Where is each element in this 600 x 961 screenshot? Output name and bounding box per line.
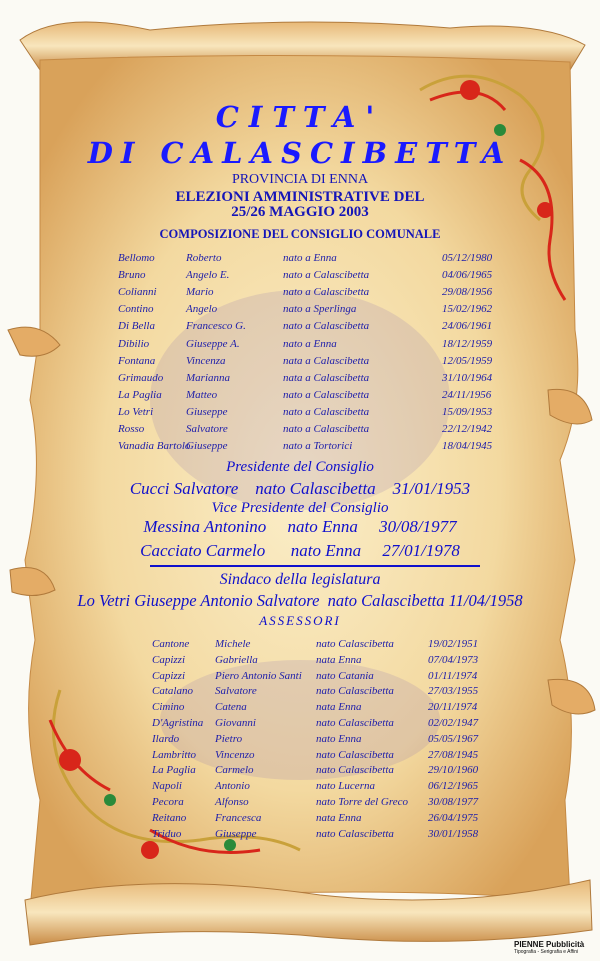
row-birthplace: nato a Calascibetta (283, 405, 370, 418)
row-date: 15/02/1962 (442, 303, 493, 316)
row-name: Carmelo (215, 764, 254, 777)
row-name: Giuseppe (215, 827, 257, 840)
row-name: Angelo E. (186, 269, 230, 282)
row-surname: Dibilio (118, 337, 150, 350)
row-name: Giuseppe (186, 405, 228, 418)
row-birthplace: nato Calascibetta (316, 638, 394, 650)
council-row (0, 286, 600, 303)
row-birthplace: nata Enna (316, 811, 362, 824)
council-row (0, 406, 600, 423)
row-birthplace: nato a Calascibetta (283, 269, 370, 282)
row-birthplace: nato a Sperlinga (283, 303, 357, 316)
row-birthplace: nata Enna (316, 653, 362, 666)
row-date: 31/10/1964 (442, 371, 493, 384)
row-birthplace: nato Lucerna (316, 780, 375, 793)
row-date: 26/04/1975 (428, 811, 479, 824)
row-birthplace: nato a Calascibetta (283, 320, 370, 333)
row-birthplace: nato Calascibetta (316, 748, 394, 761)
row-name: Piero Antonio Santi (215, 669, 302, 682)
row-date: 05/12/1980 (442, 252, 493, 264)
row-name: Catena (215, 701, 247, 714)
row-surname: Fontana (118, 354, 156, 367)
row-surname: D'Agristina (152, 717, 204, 729)
row-date: 22/12/1942 (442, 423, 493, 435)
title-line-1: CITTA' (215, 100, 385, 134)
row-name: Francesca (215, 811, 262, 824)
assessor-row (0, 780, 600, 797)
row-surname: Pecora (152, 796, 184, 808)
row-date: 02/02/1947 (428, 717, 479, 729)
elections-heading (0, 190, 600, 220)
row-birthplace: nata Enna (316, 701, 362, 714)
assessor-row (0, 812, 600, 829)
row-surname: Bruno (118, 269, 146, 282)
council-row (0, 423, 600, 440)
row-date: 27/03/1955 (428, 685, 479, 698)
row-name: Roberto (186, 252, 222, 264)
row-surname: Rosso (118, 423, 145, 435)
row-surname: Capizzi (152, 669, 186, 682)
row-date: 18/12/1959 (442, 337, 493, 350)
elections-line-2: 25/26 MAGGIO 2003 (231, 204, 369, 220)
row-surname: Colianni (118, 286, 157, 299)
council-row (0, 355, 600, 372)
row-name: Vincenzo (215, 748, 255, 761)
row-name: Giuseppe A. (186, 337, 240, 350)
row-name: Mario (186, 286, 214, 299)
row-surname: Lambritto (152, 748, 197, 761)
president-line: Cucci Salvatore nato Calascibetta 31/01/1953 (129, 479, 471, 498)
divider-line (150, 565, 480, 567)
row-date: 12/05/1959 (442, 354, 493, 367)
row-date: 04/06/1965 (442, 269, 493, 282)
row-name: Michele (215, 638, 251, 650)
row-birthplace: nata a Calascibetta (283, 371, 370, 384)
row-surname: Contino (118, 303, 154, 316)
row-name: Pietro (215, 732, 243, 745)
row-birthplace: nato Calascibetta (316, 685, 394, 698)
vice-president-heading: Vice Presidente del Consiglio (211, 500, 389, 516)
row-surname: Bellomo (118, 252, 155, 264)
row-birthplace: nato a Calascibetta (283, 388, 370, 401)
row-date: 01/11/1974 (428, 669, 478, 682)
row-name: Marianna (186, 371, 230, 384)
row-name: Salvatore (215, 685, 257, 698)
row-birthplace: nato a Tortorici (283, 440, 353, 453)
row-birthplace: nato Enna (316, 732, 362, 745)
council-row (0, 303, 600, 320)
row-surname: Di Bella (118, 320, 155, 333)
row-birthplace: nato Catania (316, 669, 374, 682)
row-name: Giuseppe (186, 440, 228, 453)
row-date: 30/08/1977 (428, 796, 479, 808)
title-line-2: DI CALASCIBETTA (87, 136, 513, 170)
elections-line-1: ELEZIONI AMMINISTRATIVE DEL (175, 189, 425, 205)
row-surname: Cimino (152, 701, 185, 714)
row-date: 18/04/1945 (442, 440, 493, 453)
row-surname: Grimaudo (118, 371, 164, 384)
row-date: 05/05/1967 (428, 732, 479, 745)
row-surname: Reitano (152, 811, 187, 824)
row-birthplace: nata a Calascibetta (283, 354, 370, 367)
vice-president-line-2: Cacciato Carmelo nato Enna 27/01/1978 (140, 541, 460, 560)
row-birthplace: nato Calascibetta (316, 827, 394, 840)
row-name: Salvatore (186, 423, 228, 435)
row-name: Giovanni (215, 717, 256, 729)
council-row (0, 269, 600, 286)
council-row (0, 440, 600, 457)
council-row (0, 372, 600, 389)
province: PROVINCIA DI ENNA (231, 172, 369, 187)
mayor-line: Lo Vetri Giuseppe Antonio Salvatore nato Calascibetta 11/04/1958 (77, 591, 523, 610)
assessor-row (0, 670, 600, 687)
row-birthplace: nato Calascibetta (316, 764, 394, 777)
row-date: 29/10/1960 (428, 764, 479, 777)
row-name: Gabriella (215, 653, 258, 666)
assessor-row (0, 733, 600, 750)
assessor-row (0, 828, 600, 845)
council-row (0, 338, 600, 355)
assessor-row (0, 717, 600, 734)
footer-tagline: Tipografia - Serigrafia e Affini (514, 949, 579, 955)
row-name: Matteo (186, 388, 218, 401)
council-row (0, 320, 600, 337)
council-row (0, 389, 600, 406)
assessor-row (0, 654, 600, 671)
row-birthplace: nato a Calascibetta (283, 423, 370, 435)
assessor-row (0, 764, 600, 781)
row-birthplace: nato Torre del Greco (316, 796, 408, 808)
footer-credit (514, 940, 596, 955)
assessor-row (0, 685, 600, 702)
row-name: Vincenza (186, 354, 226, 367)
row-surname: Vanadia Bartolo (118, 440, 191, 453)
row-date: 29/08/1956 (442, 286, 493, 299)
row-surname: Capizzi (152, 653, 186, 666)
row-surname: Napoli (152, 780, 182, 793)
assessor-row (0, 796, 600, 813)
council-heading: COMPOSIZIONE DEL CONSIGLIO COMUNALE (159, 227, 441, 241)
row-date: 20/11/1974 (428, 701, 478, 714)
row-name: Alfonso (215, 796, 249, 808)
president-heading: Presidente del Consiglio (226, 459, 374, 475)
row-name: Francesco G. (186, 320, 246, 333)
assessor-row (0, 638, 600, 655)
row-surname: La Paglia (152, 764, 196, 777)
row-date: 07/04/1973 (428, 653, 479, 666)
row-birthplace: nato a Calascibetta (283, 286, 370, 299)
row-surname: Ilardo (152, 732, 180, 745)
row-date: 19/02/1951 (428, 638, 479, 650)
row-date: 30/01/1958 (428, 827, 479, 840)
row-name: Antonio (215, 780, 250, 793)
vice-president-line-1: Messina Antonino nato Enna 30/08/1977 (143, 517, 457, 536)
row-surname: La Paglia (118, 388, 162, 401)
row-date: 24/11/1956 (442, 388, 492, 401)
row-surname: Cantone (152, 638, 190, 650)
mayor-heading: Sindaco della legislatura (219, 571, 381, 588)
row-birthplace: nato a Enna (283, 252, 337, 264)
row-surname: Catalano (152, 685, 193, 698)
row-surname: Triduo (152, 827, 182, 840)
assessor-row (0, 749, 600, 766)
row-birthplace: nato a Enna (283, 337, 337, 350)
assessors-heading: ASSESSORI (259, 613, 341, 628)
row-date: 27/08/1945 (428, 748, 479, 761)
council-row (0, 252, 600, 269)
footer-company: PIENNE Pubblicità (514, 940, 585, 949)
row-name: Angelo (186, 303, 218, 316)
row-birthplace: nato Calascibetta (316, 717, 394, 729)
row-date: 24/06/1961 (442, 320, 493, 333)
row-date: 15/09/1953 (442, 405, 493, 418)
assessor-row (0, 701, 600, 718)
row-surname: Lo Vetri (118, 405, 154, 418)
row-date: 06/12/1965 (428, 780, 479, 793)
